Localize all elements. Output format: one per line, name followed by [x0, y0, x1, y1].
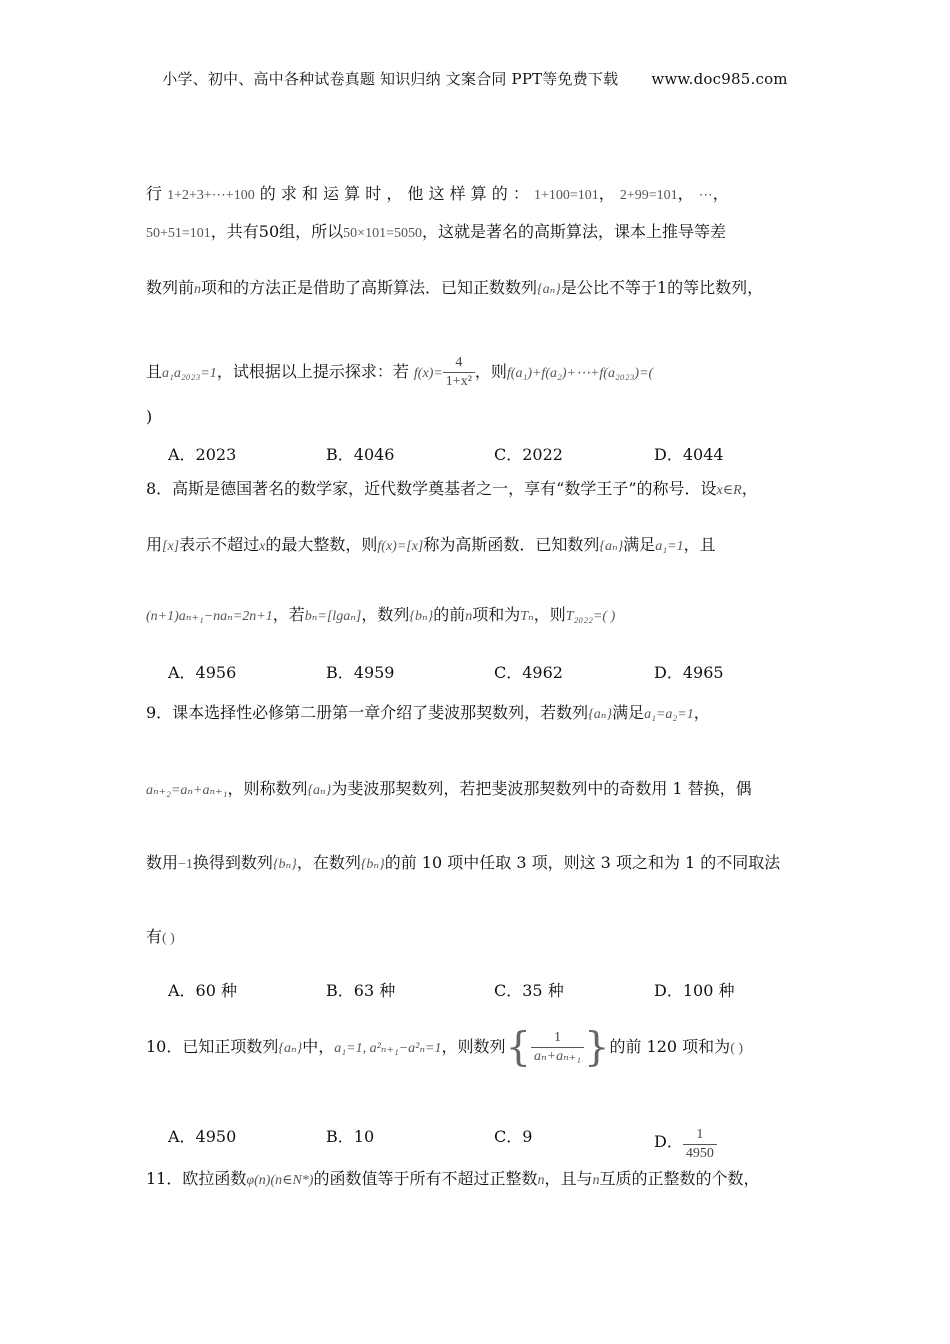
q11-n: n: [537, 1173, 545, 1188]
q8-recurrence: (n+1)aₙ₊₁−naₙ=2n+1: [146, 609, 273, 624]
q7-frac-den: 1+x²: [445, 374, 472, 389]
q8-t2022: T₂₀₂₂=( ): [565, 609, 616, 624]
q10-text: 10．已知正项数列: [146, 1037, 279, 1056]
q10-line-1: [146, 1022, 826, 1072]
q7-line-3: [146, 277, 826, 301]
q8-an: {aₙ}: [599, 539, 624, 554]
q10-option-b[interactable]: B．10: [326, 1127, 375, 1146]
q8-a1: a₁=1: [655, 539, 684, 554]
q9-text: 9．课本选择性必修第二册第一章介绍了斐波那契数列，若数列: [146, 703, 589, 722]
q8-text: 8．高斯是德国著名的数学家，近代数学奠基者之一，享有“数学王子”的称号．设: [146, 479, 717, 498]
q8-n: n: [465, 609, 473, 624]
q10-d-den: 4950: [685, 1146, 714, 1161]
q8-text: 称为高斯函数．已知数列: [423, 535, 600, 554]
q7-text: 是公比不等于1的等比数列，: [560, 278, 764, 297]
q9-text: 满足: [612, 703, 645, 722]
q8-x: x: [259, 539, 266, 554]
q10-option-a[interactable]: A．4950: [168, 1127, 237, 1146]
q7-comma: ，: [712, 184, 729, 203]
q10-right-brace: }: [584, 1024, 610, 1071]
q7-comma: ，: [677, 184, 694, 203]
q9-text: 为斐波那契数列，若把斐波那契数列中的奇数用 1 替换，偶: [331, 779, 752, 798]
q10-option-d-fraction: [683, 1126, 717, 1163]
q7-options: [168, 444, 808, 466]
q7-text: ，共有50组，所以: [210, 222, 344, 241]
q10-condition: a₁=1, a²ₙ₊₁−a²ₙ=1: [334, 1041, 442, 1056]
q11-text: 的函数值等于所有不超过正整数: [313, 1169, 538, 1188]
q10-option-d[interactable]: [654, 1126, 717, 1163]
q9-option-c[interactable]: C．35 种: [494, 981, 564, 1000]
q8-text: ，则: [533, 605, 566, 624]
q9-text: ，则称数列: [227, 779, 308, 798]
q9-text: ，: [693, 703, 710, 722]
q8-bn-def: bₙ=[lgaₙ]: [304, 609, 362, 624]
q8-text: 项和为: [472, 605, 521, 624]
q11-text: 互质的正整数的个数，: [599, 1169, 760, 1188]
q7-line-1: [146, 183, 826, 207]
q9-text: 的前 10 项中任取 3 项，则这 3 项之和为 1 的不同取法: [384, 853, 781, 872]
q8-text: ，若: [272, 605, 305, 624]
q9-neg1: −1: [178, 857, 193, 872]
q8-fx: f(x)=[x]: [377, 539, 424, 554]
q7-option-d[interactable]: D．4044: [654, 445, 724, 464]
q10-left-brace: {: [505, 1024, 531, 1071]
q10-text: 中，: [302, 1037, 335, 1056]
q8-option-d[interactable]: D．4965: [654, 663, 724, 682]
q7-option-a[interactable]: A．2023: [168, 445, 237, 464]
q10-text: 的前 120 项和为: [609, 1037, 731, 1056]
q7-option-b[interactable]: B．4046: [326, 445, 395, 464]
q8-text: 表示不超过: [179, 535, 260, 554]
q10-frac-num: 1: [531, 1029, 584, 1048]
q8-xr: x∈R: [716, 483, 742, 498]
q9-line-1: [146, 702, 826, 726]
q7-fsum: f(a₁)+f(a₂)+⋯+f(a₂₀₂₃)=(: [506, 366, 654, 381]
q9-an: {aₙ}: [588, 707, 613, 722]
q11-line-1: [146, 1168, 826, 1192]
q10-frac-den: aₙ+aₙ₊₁: [533, 1049, 582, 1064]
q9-line-3: [146, 852, 826, 876]
q7-text: ，试根据以上提示探求：若: [216, 362, 409, 381]
q10-an: {aₙ}: [278, 1041, 303, 1056]
q11-text: ，且与: [544, 1169, 593, 1188]
q7-eq-2: 2+99=101: [619, 188, 678, 203]
q8-options: [168, 662, 808, 684]
page-header: [0, 68, 950, 89]
q8-option-a[interactable]: A．4956: [168, 663, 237, 682]
q10-paren: ( ): [730, 1041, 744, 1056]
header-text: 小学、初中、高中各种试卷真题 知识归纳 文案合同 PPT等免费下载: [162, 70, 619, 88]
q10-fraction: [531, 1029, 584, 1066]
q8-text: ，数列: [361, 605, 410, 624]
q9-line-2: [146, 778, 826, 802]
q8-bn: {bₙ}: [409, 609, 434, 624]
q9-option-b[interactable]: B．63 种: [326, 981, 396, 1000]
q8-text: 用: [146, 535, 163, 554]
q9-line-4: [146, 926, 826, 950]
q8-text: ，: [741, 479, 758, 498]
q8-text: 满足: [623, 535, 656, 554]
q9-bn: {bₙ}: [272, 857, 297, 872]
q8-line-3: [146, 604, 826, 628]
q11-phi: φ(n)(n∈N*): [246, 1173, 314, 1188]
q9-bn: {bₙ}: [360, 857, 385, 872]
q7-eq-1: 1+100=101: [533, 188, 599, 203]
q8-text: 的最大整数，则: [265, 535, 378, 554]
q9-paren: ( ): [162, 931, 175, 946]
q7-text: 的 求 和 运 算 时 ， 他 这 样 算 的 ：: [259, 184, 529, 203]
q9-text: ，在数列: [296, 853, 361, 872]
q9-text: 数用: [146, 853, 179, 872]
q9-options: [168, 980, 808, 1002]
q7-fx: f(x)=: [413, 366, 443, 381]
q7-comma: ，: [598, 184, 615, 203]
q8-line-1: [146, 478, 826, 502]
q9-an: {aₙ}: [307, 783, 332, 798]
q7-line-5: [146, 406, 826, 428]
q7-text: ，则: [474, 362, 507, 381]
q9-text: 有: [146, 927, 163, 946]
q10-option-d-label: D．: [654, 1132, 683, 1151]
q7-option-c[interactable]: C．2022: [494, 445, 563, 464]
q11-text: 11．欧拉函数: [146, 1169, 247, 1188]
q9-option-d[interactable]: D．100 种: [654, 981, 735, 1000]
q7-line-2: [146, 221, 826, 245]
q8-floor: [x]: [162, 539, 180, 554]
q7-eq-3: 50+51=101: [146, 226, 211, 241]
q7-text: 行: [146, 184, 163, 203]
q7-line-4: [146, 352, 826, 392]
q7-sum-expr: 1+2+3+⋯+100: [167, 188, 255, 203]
q7-text: ，这就是著名的高斯算法，课本上推导等差: [421, 222, 726, 241]
q7-fraction: [443, 354, 475, 391]
q10-options: [168, 1126, 808, 1161]
q7-condition: a₁a₂₀₂₃=1: [162, 366, 217, 381]
q7-frac-num: 4: [443, 354, 475, 373]
q7-an: {aₙ}: [537, 282, 561, 297]
q7-text: 且: [146, 362, 163, 381]
q9-text: 换得到数列: [192, 853, 273, 872]
q9-option-a[interactable]: A．60 种: [168, 981, 238, 1000]
q10-option-c[interactable]: C．9: [494, 1127, 533, 1146]
q7-text: 项和的方法正是借助了高斯算法．已知正数数列: [201, 278, 538, 297]
q8-text: 的前: [433, 605, 466, 624]
q10-text: ，则数列: [441, 1037, 506, 1056]
q8-tn: Tₙ: [520, 609, 534, 624]
q7-ellipsis: ⋯: [698, 188, 713, 203]
q10-d-num: 1: [683, 1126, 717, 1145]
q8-text: ，且: [683, 535, 716, 554]
q7-close-paren: ): [146, 407, 153, 426]
q8-option-c[interactable]: C．4962: [494, 663, 563, 682]
q7-text: 数列前: [146, 278, 195, 297]
q9-recurrence: aₙ₊₂=aₙ+aₙ₊₁: [146, 783, 228, 798]
q11-n: n: [592, 1173, 600, 1188]
header-site: www.doc985.com: [651, 70, 788, 88]
q8-line-2: [146, 534, 826, 558]
q8-option-b[interactable]: B．4959: [326, 663, 395, 682]
q7-eq-4: 50×101=5050: [343, 226, 422, 241]
q9-a1a2: a₁=a₂=1: [644, 707, 694, 722]
q7-n: n: [194, 282, 202, 297]
